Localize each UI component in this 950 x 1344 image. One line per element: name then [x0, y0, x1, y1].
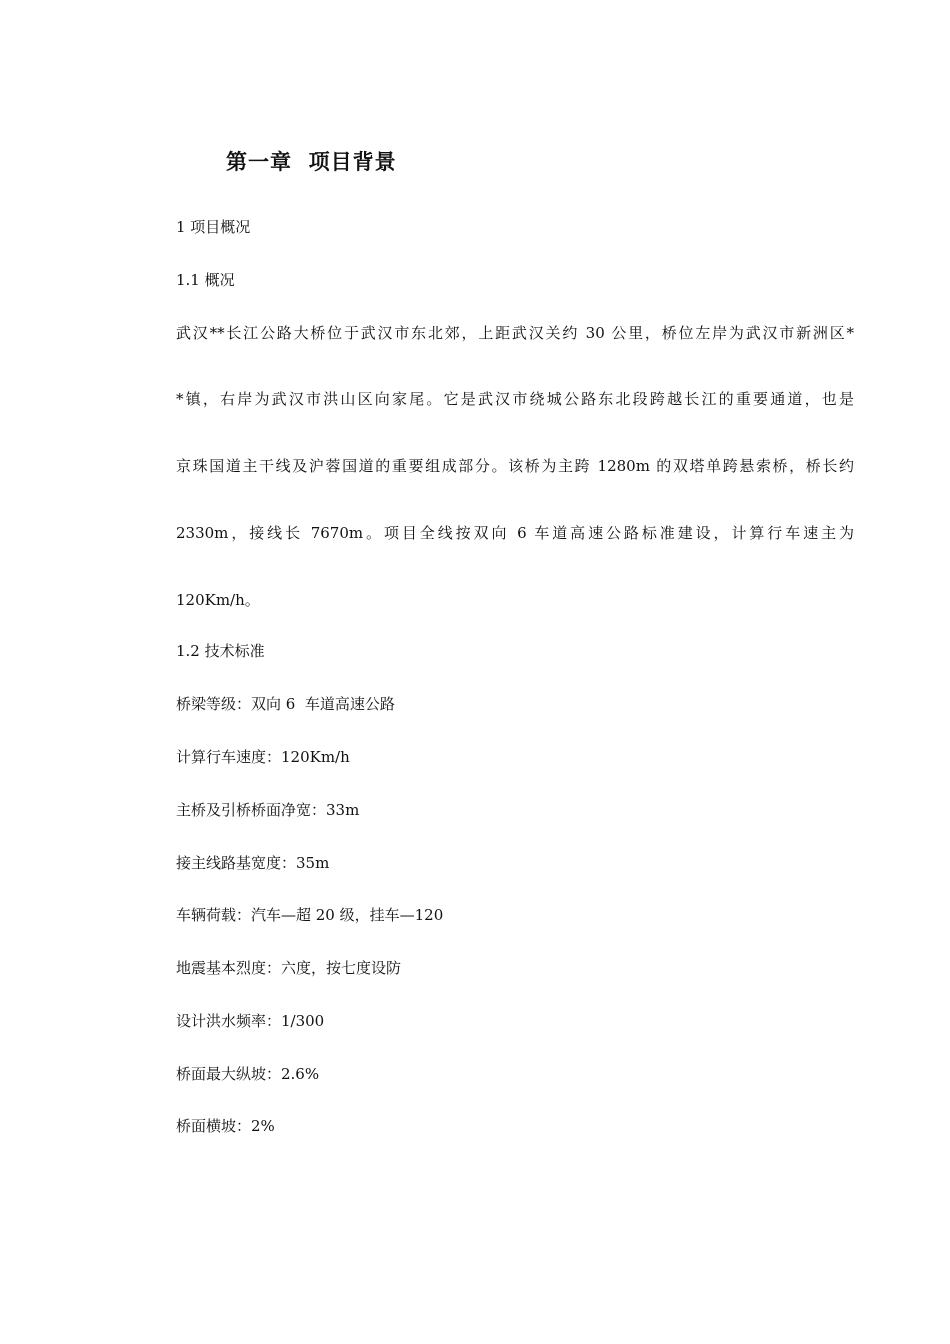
standard-item: 计算行车速度：120Km/h [176, 748, 350, 766]
section-heading-1-1: 1.1 概况 [176, 271, 235, 289]
standard-item: 桥面最大纵坡：2.6% [176, 1065, 320, 1083]
chapter-title: 第一章 项目背景 [226, 149, 397, 174]
paragraph-line-3: 京珠国道主干线及沪蓉国道的重要组成部分。该桥为主跨 1280m 的双塔单跨悬索桥，桥长约 [176, 457, 854, 475]
standard-item: 桥梁等级：双向 6 车道高速公路 [176, 695, 395, 713]
standard-item: 车辆荷载：汽车—超 20 级，挂车—120 [176, 906, 444, 924]
paragraph-line-5: 120Km/h。 [176, 591, 260, 609]
standard-item: 接主线路基宽度：35m [176, 854, 330, 872]
paragraph-line-1: 武汉**长江公路大桥位于武汉市东北郊，上距武汉关约 30 公里，桥位左岸为武汉市新洲区* [176, 324, 854, 342]
section-heading-1-2: 1.2 技术标准 [176, 642, 265, 660]
standard-item: 地震基本烈度：六度，按七度设防 [176, 959, 402, 977]
section-heading-1: 1 项目概况 [176, 218, 251, 236]
standard-item: 桥面横坡：2% [176, 1117, 275, 1135]
standard-item: 主桥及引桥桥面净宽：33m [176, 801, 360, 819]
standard-item: 设计洪水频率：1/300 [176, 1012, 325, 1030]
paragraph-line-2: *镇，右岸为武汉市洪山区向家尾。它是武汉市绕城公路东北段跨越长江的重要通道，也是 [176, 390, 854, 408]
paragraph-line-4: 2330m，接线长 7670m。项目全线按双向 6 车道高速公路标准建设，计算行车速主为 [176, 524, 854, 542]
